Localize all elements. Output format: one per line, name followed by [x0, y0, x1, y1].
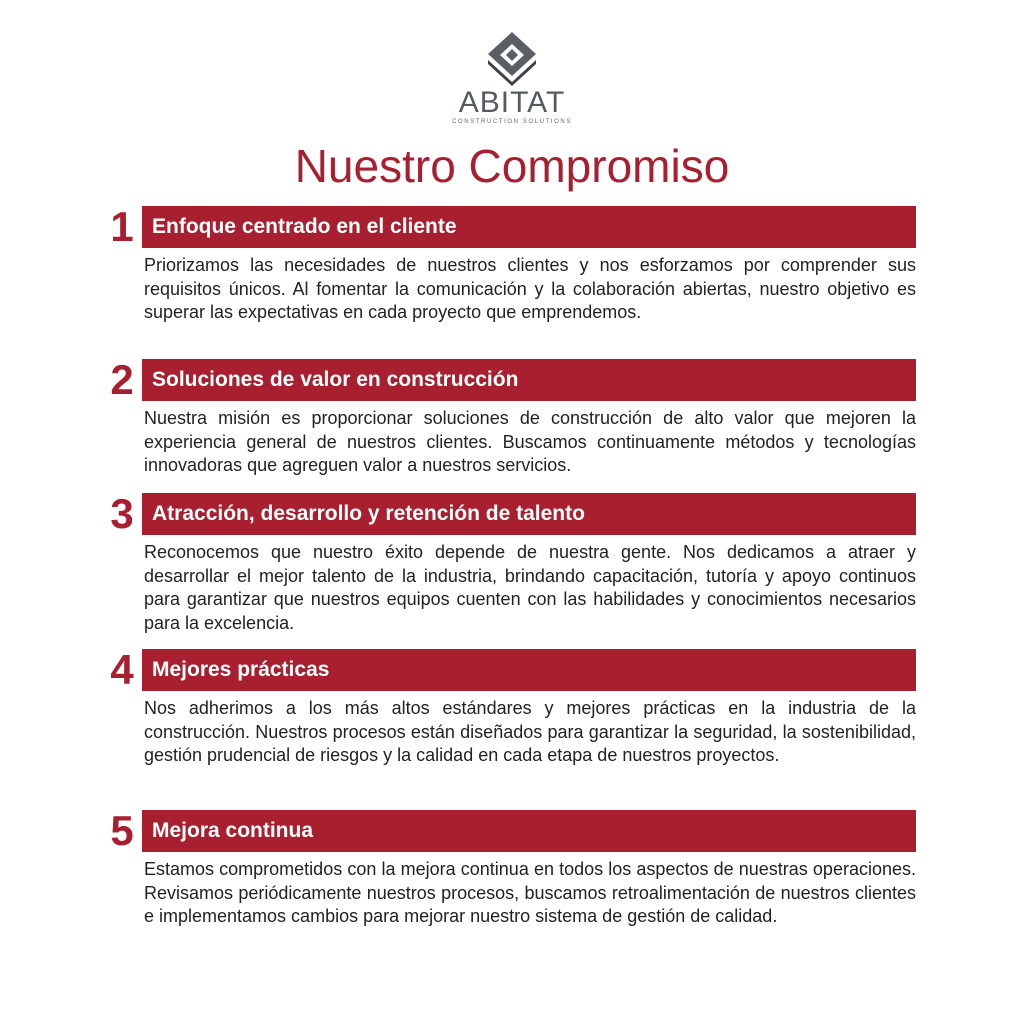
section-body: Nuestra misión es proporcionar soluciones de construcción de alto valor que mejoren la experiencia general de nuestros clientes. Buscamos continuamente métodos y tecnologías innovadoras que agreguen valor a nuestros servicios.	[144, 408, 916, 475]
section-header	[104, 356, 916, 403]
section-body: Nos adherimos a los más altos estándares y mejores prácticas en la industria de la construcción. Nuestros procesos están diseñados para garantizar la seguridad, la sostenibilidad, gestión prudencial de riesgos y la calidad en cada etapa de nuestros proyectos.	[144, 698, 916, 765]
section-body: Estamos comprometidos con la mejora continua en todos los aspectos de nuestras operaciones. Revisamos periódicamente nuestros procesos, buscamos retroalimentación de nuestros clientes e implementamos cambios para mejorar nuestro sistema de gestión de calidad.	[144, 859, 916, 926]
section-header	[104, 646, 916, 693]
stacked-diamond-icon	[484, 30, 540, 86]
section-heading: Mejores prácticas	[142, 649, 916, 691]
section-number: 1	[110, 203, 134, 250]
section-body: Priorizamos las necesidades de nuestros clientes y nos esforzamos por comprender sus requisitos únicos. Al fomentar la comunicación y la colaboración abiertas, nuestro objetivo es superar las expectativas en cada proyecto que emprendemos.	[144, 255, 916, 322]
section-1	[104, 203, 916, 325]
section-body: Reconocemos que nuestro éxito depende de nuestra gente. Nos dedicamos a atraer y desarrollar el mejor talento de la industria, brindando capacitación, tutoría y apoyo continuos para garantizar que nuestros equipos cuenten con las habilidades y conocimientos necesarios para la excelencia.	[144, 542, 916, 633]
brand-tagline: CONSTRUCTION SOLUTIONS	[452, 119, 572, 125]
section-number: 5	[110, 807, 134, 854]
section-header	[104, 490, 916, 537]
page-title: Nuestro Compromiso	[294, 140, 730, 192]
section-number: 4	[110, 646, 134, 693]
section-header	[104, 203, 916, 250]
section-heading: Atracción, desarrollo y retención de talento	[142, 493, 916, 535]
section-heading: Soluciones de valor en construcción	[142, 359, 916, 401]
section-heading: Enfoque centrado en el cliente	[142, 206, 916, 248]
section-number: 2	[110, 356, 134, 403]
section-header	[104, 807, 916, 854]
brand-logo	[0, 30, 1024, 126]
section-2	[104, 356, 916, 478]
section-5	[104, 807, 916, 929]
section-heading: Mejora continua	[142, 810, 916, 852]
section-4	[104, 646, 916, 768]
section-number: 3	[110, 490, 134, 537]
brand-name: ABITAT	[458, 86, 566, 119]
section-3	[104, 490, 916, 635]
